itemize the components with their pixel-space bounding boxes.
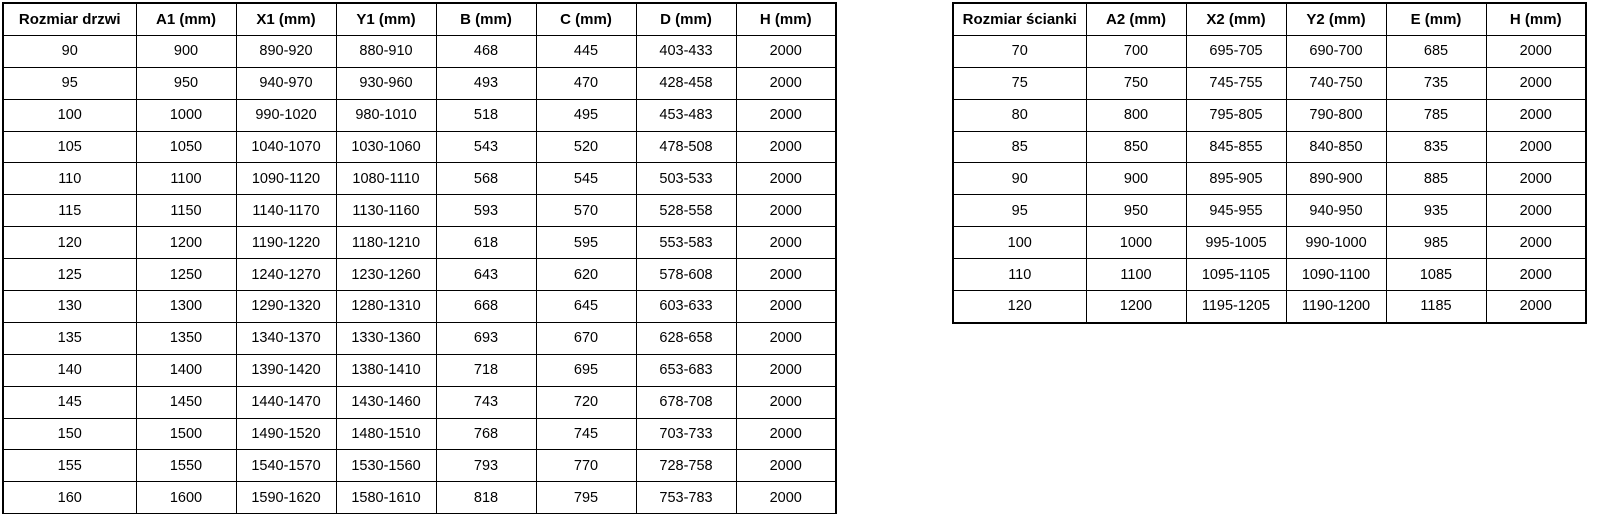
table-cell: 120 bbox=[953, 291, 1086, 323]
table-cell: 1150 bbox=[136, 195, 236, 227]
column-header: E (mm) bbox=[1386, 3, 1486, 35]
door-table-header-row bbox=[3, 3, 836, 35]
table-cell: 753-783 bbox=[636, 482, 736, 514]
table-cell: 795 bbox=[536, 482, 636, 514]
table-cell: 545 bbox=[536, 163, 636, 195]
table-cell: 795-805 bbox=[1186, 99, 1286, 131]
table-cell: 628-658 bbox=[636, 322, 736, 354]
table-cell: 2000 bbox=[736, 259, 836, 291]
table-row bbox=[3, 67, 836, 99]
table-cell: 890-900 bbox=[1286, 163, 1386, 195]
table-cell: 800 bbox=[1086, 99, 1186, 131]
table-cell: 85 bbox=[953, 131, 1086, 163]
door-table-body bbox=[3, 35, 836, 514]
table-cell: 135 bbox=[3, 322, 136, 354]
table-cell: 695-705 bbox=[1186, 35, 1286, 67]
table-cell: 1100 bbox=[136, 163, 236, 195]
table-cell: 670 bbox=[536, 322, 636, 354]
table-cell: 980-1010 bbox=[336, 99, 436, 131]
table-cell: 1190-1220 bbox=[236, 227, 336, 259]
table-cell: 643 bbox=[436, 259, 536, 291]
table-cell: 1130-1160 bbox=[336, 195, 436, 227]
table-cell: 140 bbox=[3, 354, 136, 386]
table-cell: 403-433 bbox=[636, 35, 736, 67]
table-cell: 1095-1105 bbox=[1186, 259, 1286, 291]
table-cell: 125 bbox=[3, 259, 136, 291]
table-cell: 95 bbox=[3, 67, 136, 99]
table-cell: 495 bbox=[536, 99, 636, 131]
table-cell: 1450 bbox=[136, 386, 236, 418]
table-cell: 1100 bbox=[1086, 259, 1186, 291]
table-cell: 1500 bbox=[136, 418, 236, 450]
table-cell: 735 bbox=[1386, 67, 1486, 99]
table-cell: 653-683 bbox=[636, 354, 736, 386]
table-cell: 110 bbox=[3, 163, 136, 195]
table-cell: 1580-1610 bbox=[336, 482, 436, 514]
table-cell: 105 bbox=[3, 131, 136, 163]
table-cell: 493 bbox=[436, 67, 536, 99]
table-row bbox=[953, 67, 1586, 99]
table-cell: 150 bbox=[3, 418, 136, 450]
table-cell: 1550 bbox=[136, 450, 236, 482]
column-header: X1 (mm) bbox=[236, 3, 336, 35]
table-cell: 2000 bbox=[1486, 35, 1586, 67]
table-cell: 945-955 bbox=[1186, 195, 1286, 227]
table-cell: 155 bbox=[3, 450, 136, 482]
table-cell: 950 bbox=[136, 67, 236, 99]
table-cell: 935 bbox=[1386, 195, 1486, 227]
table-cell: 2000 bbox=[736, 291, 836, 323]
table-cell: 728-758 bbox=[636, 450, 736, 482]
table-row bbox=[953, 291, 1586, 323]
column-header: H (mm) bbox=[736, 3, 836, 35]
table-cell: 1480-1510 bbox=[336, 418, 436, 450]
table-row bbox=[3, 322, 836, 354]
table-cell: 890-920 bbox=[236, 35, 336, 67]
table-cell: 740-750 bbox=[1286, 67, 1386, 99]
table-cell: 2000 bbox=[736, 386, 836, 418]
table-cell: 668 bbox=[436, 291, 536, 323]
table-cell: 528-558 bbox=[636, 195, 736, 227]
table-cell: 503-533 bbox=[636, 163, 736, 195]
table-row bbox=[3, 354, 836, 386]
table-row bbox=[3, 227, 836, 259]
table-cell: 553-583 bbox=[636, 227, 736, 259]
table-cell: 2000 bbox=[1486, 99, 1586, 131]
column-header: C (mm) bbox=[536, 3, 636, 35]
table-cell: 1330-1360 bbox=[336, 322, 436, 354]
table-cell: 1490-1520 bbox=[236, 418, 336, 450]
table-cell: 1000 bbox=[136, 99, 236, 131]
table-cell: 750 bbox=[1086, 67, 1186, 99]
table-row bbox=[3, 386, 836, 418]
table-cell: 2000 bbox=[736, 227, 836, 259]
table-cell: 470 bbox=[536, 67, 636, 99]
table-cell: 428-458 bbox=[636, 67, 736, 99]
table-cell: 2000 bbox=[1486, 227, 1586, 259]
table-cell: 2000 bbox=[736, 354, 836, 386]
table-cell: 75 bbox=[953, 67, 1086, 99]
table-cell: 845-855 bbox=[1186, 131, 1286, 163]
table-cell: 100 bbox=[953, 227, 1086, 259]
wall-table-header-row bbox=[953, 3, 1586, 35]
table-cell: 453-483 bbox=[636, 99, 736, 131]
table-cell: 120 bbox=[3, 227, 136, 259]
table-row bbox=[953, 131, 1586, 163]
table-row bbox=[3, 35, 836, 67]
table-cell: 1590-1620 bbox=[236, 482, 336, 514]
table-cell: 620 bbox=[536, 259, 636, 291]
table-cell: 100 bbox=[3, 99, 136, 131]
table-cell: 718 bbox=[436, 354, 536, 386]
table-cell: 2000 bbox=[1486, 163, 1586, 195]
wall-sizes-table bbox=[952, 2, 1587, 324]
table-cell: 995-1005 bbox=[1186, 227, 1286, 259]
table-cell: 1090-1100 bbox=[1286, 259, 1386, 291]
door-sizes-table bbox=[2, 2, 837, 514]
table-cell: 2000 bbox=[736, 322, 836, 354]
table-row bbox=[3, 482, 836, 514]
table-cell: 568 bbox=[436, 163, 536, 195]
table-cell: 1085 bbox=[1386, 259, 1486, 291]
table-cell: 850 bbox=[1086, 131, 1186, 163]
table-cell: 1430-1460 bbox=[336, 386, 436, 418]
table-cell: 2000 bbox=[736, 195, 836, 227]
table-cell: 990-1020 bbox=[236, 99, 336, 131]
table-row bbox=[3, 450, 836, 482]
table-cell: 745-755 bbox=[1186, 67, 1286, 99]
column-header: B (mm) bbox=[436, 3, 536, 35]
column-header: Rozmiar ścianki bbox=[953, 3, 1086, 35]
table-cell: 985 bbox=[1386, 227, 1486, 259]
table-cell: 1230-1260 bbox=[336, 259, 436, 291]
table-row bbox=[953, 99, 1586, 131]
table-cell: 70 bbox=[953, 35, 1086, 67]
table-cell: 990-1000 bbox=[1286, 227, 1386, 259]
table-cell: 1280-1310 bbox=[336, 291, 436, 323]
table-cell: 768 bbox=[436, 418, 536, 450]
table-cell: 2000 bbox=[736, 67, 836, 99]
table-cell: 2000 bbox=[1486, 131, 1586, 163]
table-row bbox=[3, 163, 836, 195]
table-cell: 130 bbox=[3, 291, 136, 323]
table-cell: 518 bbox=[436, 99, 536, 131]
table-cell: 900 bbox=[136, 35, 236, 67]
table-cell: 900 bbox=[1086, 163, 1186, 195]
table-cell: 818 bbox=[436, 482, 536, 514]
table-cell: 1080-1110 bbox=[336, 163, 436, 195]
table-cell: 1440-1470 bbox=[236, 386, 336, 418]
column-header: Rozmiar drzwi bbox=[3, 3, 136, 35]
table-cell: 593 bbox=[436, 195, 536, 227]
table-row bbox=[953, 163, 1586, 195]
table-cell: 678-708 bbox=[636, 386, 736, 418]
wall-table-body bbox=[953, 35, 1586, 323]
table-cell: 895-905 bbox=[1186, 163, 1286, 195]
table-cell: 930-960 bbox=[336, 67, 436, 99]
table-cell: 950 bbox=[1086, 195, 1186, 227]
table-cell: 695 bbox=[536, 354, 636, 386]
table-cell: 595 bbox=[536, 227, 636, 259]
table-cell: 2000 bbox=[1486, 195, 1586, 227]
table-cell: 1195-1205 bbox=[1186, 291, 1286, 323]
table-cell: 743 bbox=[436, 386, 536, 418]
table-cell: 785 bbox=[1386, 99, 1486, 131]
table-cell: 770 bbox=[536, 450, 636, 482]
table-cell: 1050 bbox=[136, 131, 236, 163]
table-cell: 745 bbox=[536, 418, 636, 450]
column-header: H (mm) bbox=[1486, 3, 1586, 35]
table-cell: 793 bbox=[436, 450, 536, 482]
table-row bbox=[953, 227, 1586, 259]
table-cell: 1240-1270 bbox=[236, 259, 336, 291]
table-row bbox=[3, 195, 836, 227]
table-cell: 1300 bbox=[136, 291, 236, 323]
table-cell: 2000 bbox=[736, 131, 836, 163]
table-cell: 1030-1060 bbox=[336, 131, 436, 163]
table-cell: 1200 bbox=[136, 227, 236, 259]
table-cell: 1290-1320 bbox=[236, 291, 336, 323]
table-cell: 520 bbox=[536, 131, 636, 163]
table-cell: 1400 bbox=[136, 354, 236, 386]
table-cell: 1340-1370 bbox=[236, 322, 336, 354]
table-cell: 115 bbox=[3, 195, 136, 227]
column-header: Y2 (mm) bbox=[1286, 3, 1386, 35]
table-cell: 578-608 bbox=[636, 259, 736, 291]
table-cell: 145 bbox=[3, 386, 136, 418]
table-cell: 700 bbox=[1086, 35, 1186, 67]
table-cell: 543 bbox=[436, 131, 536, 163]
table-cell: 468 bbox=[436, 35, 536, 67]
table-cell: 1185 bbox=[1386, 291, 1486, 323]
table-cell: 160 bbox=[3, 482, 136, 514]
table-cell: 885 bbox=[1386, 163, 1486, 195]
table-cell: 685 bbox=[1386, 35, 1486, 67]
table-cell: 1600 bbox=[136, 482, 236, 514]
column-header: A2 (mm) bbox=[1086, 3, 1186, 35]
table-cell: 570 bbox=[536, 195, 636, 227]
table-row bbox=[3, 259, 836, 291]
table-cell: 2000 bbox=[736, 482, 836, 514]
table-cell: 1530-1560 bbox=[336, 450, 436, 482]
table-cell: 703-733 bbox=[636, 418, 736, 450]
table-cell: 110 bbox=[953, 259, 1086, 291]
table-row bbox=[953, 35, 1586, 67]
table-cell: 2000 bbox=[736, 418, 836, 450]
table-cell: 90 bbox=[953, 163, 1086, 195]
table-cell: 790-800 bbox=[1286, 99, 1386, 131]
column-header: D (mm) bbox=[636, 3, 736, 35]
table-row bbox=[3, 99, 836, 131]
table-cell: 1190-1200 bbox=[1286, 291, 1386, 323]
table-cell: 618 bbox=[436, 227, 536, 259]
table-cell: 690-700 bbox=[1286, 35, 1386, 67]
table-cell: 478-508 bbox=[636, 131, 736, 163]
table-cell: 2000 bbox=[736, 450, 836, 482]
table-row bbox=[953, 259, 1586, 291]
column-header: A1 (mm) bbox=[136, 3, 236, 35]
table-cell: 940-950 bbox=[1286, 195, 1386, 227]
table-cell: 1180-1210 bbox=[336, 227, 436, 259]
table-cell: 835 bbox=[1386, 131, 1486, 163]
table-row bbox=[3, 291, 836, 323]
table-cell: 95 bbox=[953, 195, 1086, 227]
table-cell: 445 bbox=[536, 35, 636, 67]
table-cell: 645 bbox=[536, 291, 636, 323]
table-cell: 720 bbox=[536, 386, 636, 418]
table-cell: 2000 bbox=[1486, 291, 1586, 323]
table-cell: 1540-1570 bbox=[236, 450, 336, 482]
table-cell: 880-910 bbox=[336, 35, 436, 67]
table-row bbox=[953, 195, 1586, 227]
table-cell: 80 bbox=[953, 99, 1086, 131]
table-row bbox=[3, 131, 836, 163]
table-cell: 1350 bbox=[136, 322, 236, 354]
table-cell: 1250 bbox=[136, 259, 236, 291]
table-cell: 2000 bbox=[1486, 259, 1586, 291]
table-cell: 1390-1420 bbox=[236, 354, 336, 386]
table-cell: 2000 bbox=[736, 35, 836, 67]
table-cell: 90 bbox=[3, 35, 136, 67]
table-cell: 1040-1070 bbox=[236, 131, 336, 163]
table-cell: 1000 bbox=[1086, 227, 1186, 259]
table-cell: 603-633 bbox=[636, 291, 736, 323]
table-cell: 1090-1120 bbox=[236, 163, 336, 195]
table-cell: 693 bbox=[436, 322, 536, 354]
table-cell: 2000 bbox=[736, 163, 836, 195]
table-row bbox=[3, 418, 836, 450]
column-header: Y1 (mm) bbox=[336, 3, 436, 35]
column-header: X2 (mm) bbox=[1186, 3, 1286, 35]
table-cell: 1200 bbox=[1086, 291, 1186, 323]
table-cell: 2000 bbox=[736, 99, 836, 131]
table-cell: 940-970 bbox=[236, 67, 336, 99]
table-cell: 840-850 bbox=[1286, 131, 1386, 163]
table-cell: 1380-1410 bbox=[336, 354, 436, 386]
table-cell: 1140-1170 bbox=[236, 195, 336, 227]
table-cell: 2000 bbox=[1486, 67, 1586, 99]
